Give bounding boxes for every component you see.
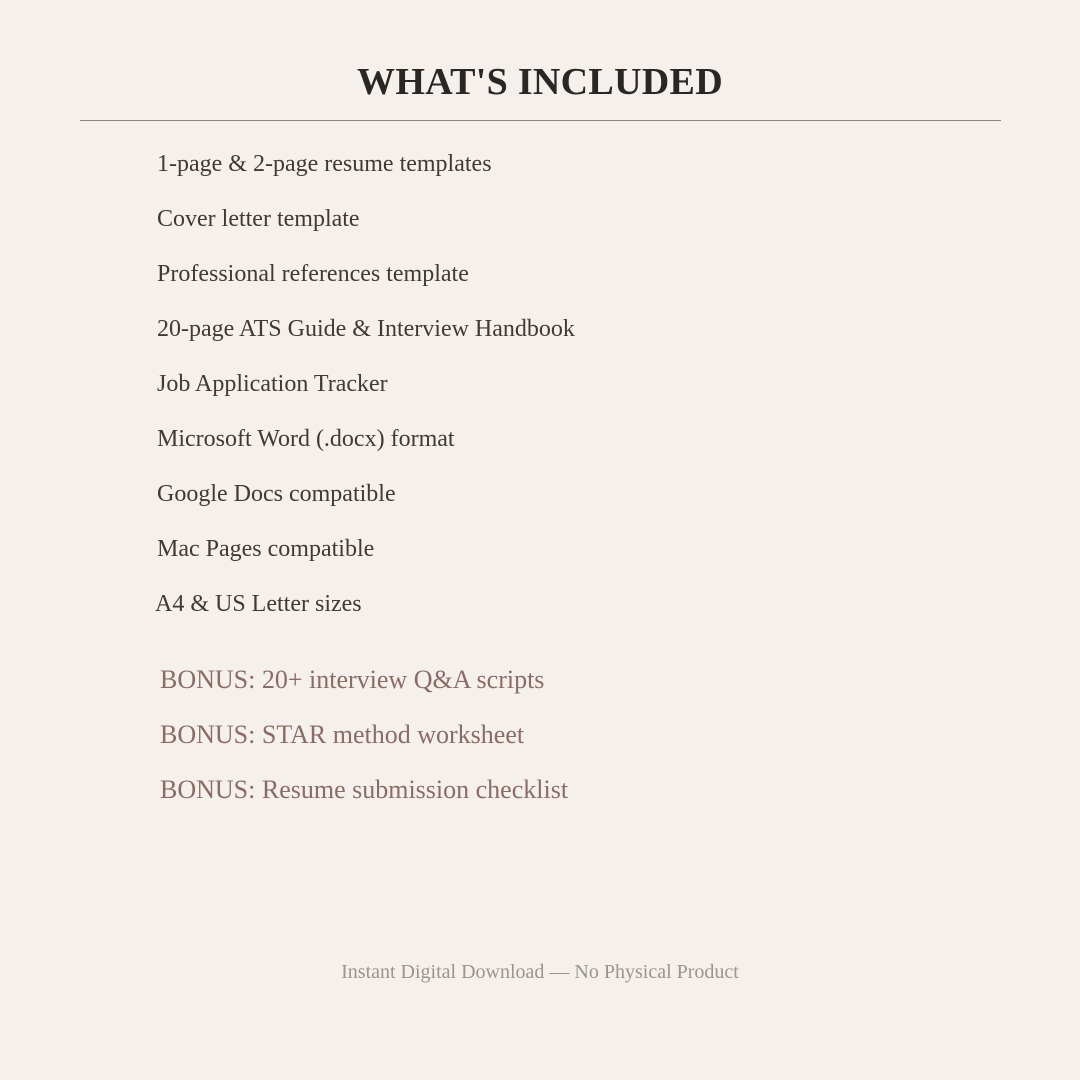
list-item: Cover letter template [157, 206, 360, 232]
page-title: WHAT'S INCLUDED [357, 61, 723, 103]
list-item: Microsoft Word (.docx) format [157, 426, 455, 452]
bonus-list [160, 662, 568, 827]
list-item: Job Application Tracker [157, 371, 388, 397]
list-item: Professional references template [157, 261, 469, 287]
bonus-item: BONUS: Resume submission checklist [160, 775, 569, 804]
title-divider [80, 120, 1001, 121]
footer-note: Instant Digital Download — No Physical Product [341, 961, 739, 983]
list-item: Google Docs compatible [157, 481, 396, 507]
included-list [157, 147, 575, 642]
bonus-item: BONUS: STAR method worksheet [160, 720, 525, 749]
list-item: Mac Pages compatible [157, 536, 375, 562]
bonus-item: BONUS: 20+ interview Q&A scripts [160, 665, 545, 694]
list-item: 20-page ATS Guide & Interview Handbook [157, 316, 575, 342]
list-item: 1-page & 2-page resume templates [157, 151, 492, 177]
list-item: A4 & US Letter sizes [155, 591, 362, 617]
